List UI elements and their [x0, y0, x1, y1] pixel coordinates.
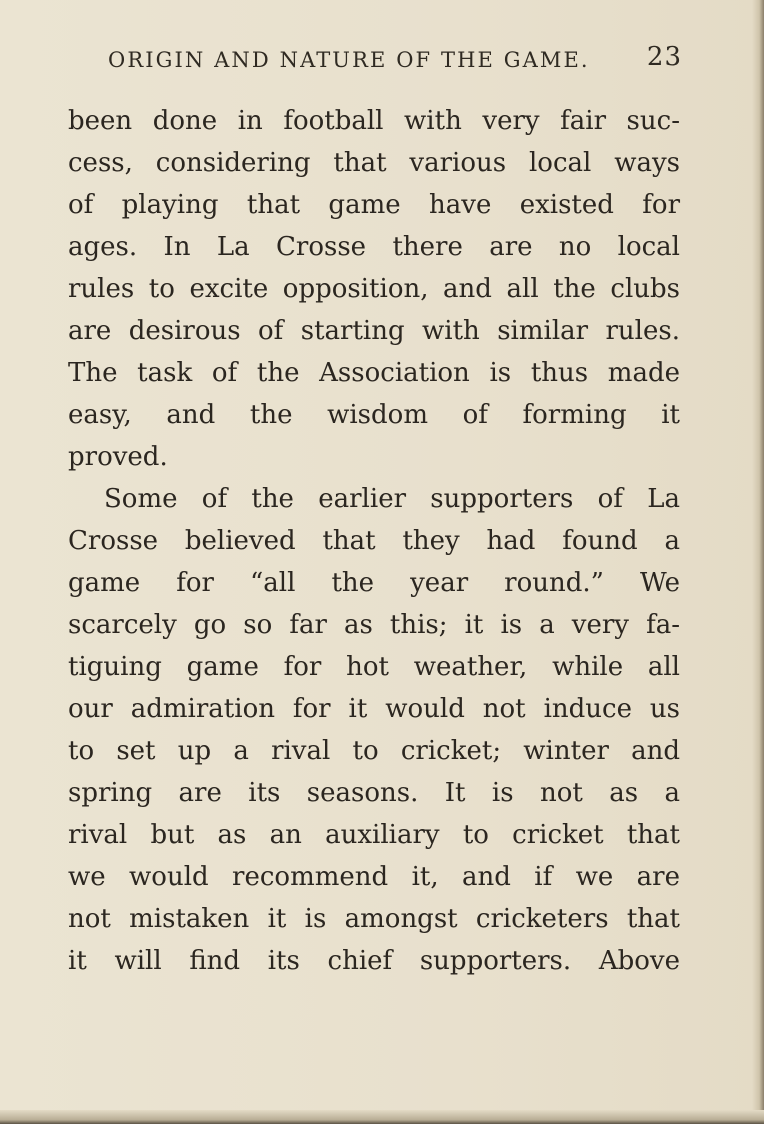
- text-line: we would recommend it, and if we are: [68, 862, 680, 892]
- text-line: cess, considering that various local ways: [68, 148, 680, 178]
- page-right-edge: [752, 0, 764, 1124]
- text-line: our admiration for it would not induce us: [68, 694, 680, 724]
- text-line: Crosse believed that they had found a: [68, 526, 680, 556]
- page-number: 23: [646, 42, 682, 72]
- text-line: The task of the Association is thus made: [68, 358, 680, 388]
- text-line: scarcely go so far as this; it is a very fa-: [68, 610, 680, 640]
- text-line: rival but as an auxiliary to cricket that: [68, 820, 680, 850]
- text-line: Some of the earlier supporters of La: [104, 484, 680, 514]
- text-line: it will find its chief supporters. Above: [68, 946, 680, 976]
- body-text: [68, 100, 680, 982]
- paragraph-1: [68, 100, 680, 478]
- text-line: rules to excite opposition, and all the clubs: [68, 274, 680, 304]
- page-bottom-edge: [0, 1110, 764, 1124]
- text-line: proved.: [68, 442, 168, 472]
- text-line: tiguing game for hot weather, while all: [68, 652, 680, 682]
- text-line: to set up a rival to cricket; winter and: [68, 736, 680, 766]
- text-line: game for “all the year round.” We: [68, 568, 680, 598]
- text-line: easy, and the wisdom of forming it: [68, 400, 680, 430]
- running-head: ORIGIN AND NATURE OF THE GAME.: [108, 48, 590, 72]
- text-line: are desirous of starting with similar rules.: [68, 316, 680, 346]
- page-header: [108, 42, 682, 82]
- text-line: of playing that game have existed for: [68, 190, 680, 220]
- text-line: been done in football with very fair suc-: [68, 106, 680, 136]
- text-line: ages. In La Crosse there are no local: [68, 232, 680, 262]
- paragraph-2: [68, 478, 680, 982]
- text-line: spring are its seasons. It is not as a: [68, 778, 680, 808]
- text-line: not mistaken it is amongst cricketers that: [68, 904, 680, 934]
